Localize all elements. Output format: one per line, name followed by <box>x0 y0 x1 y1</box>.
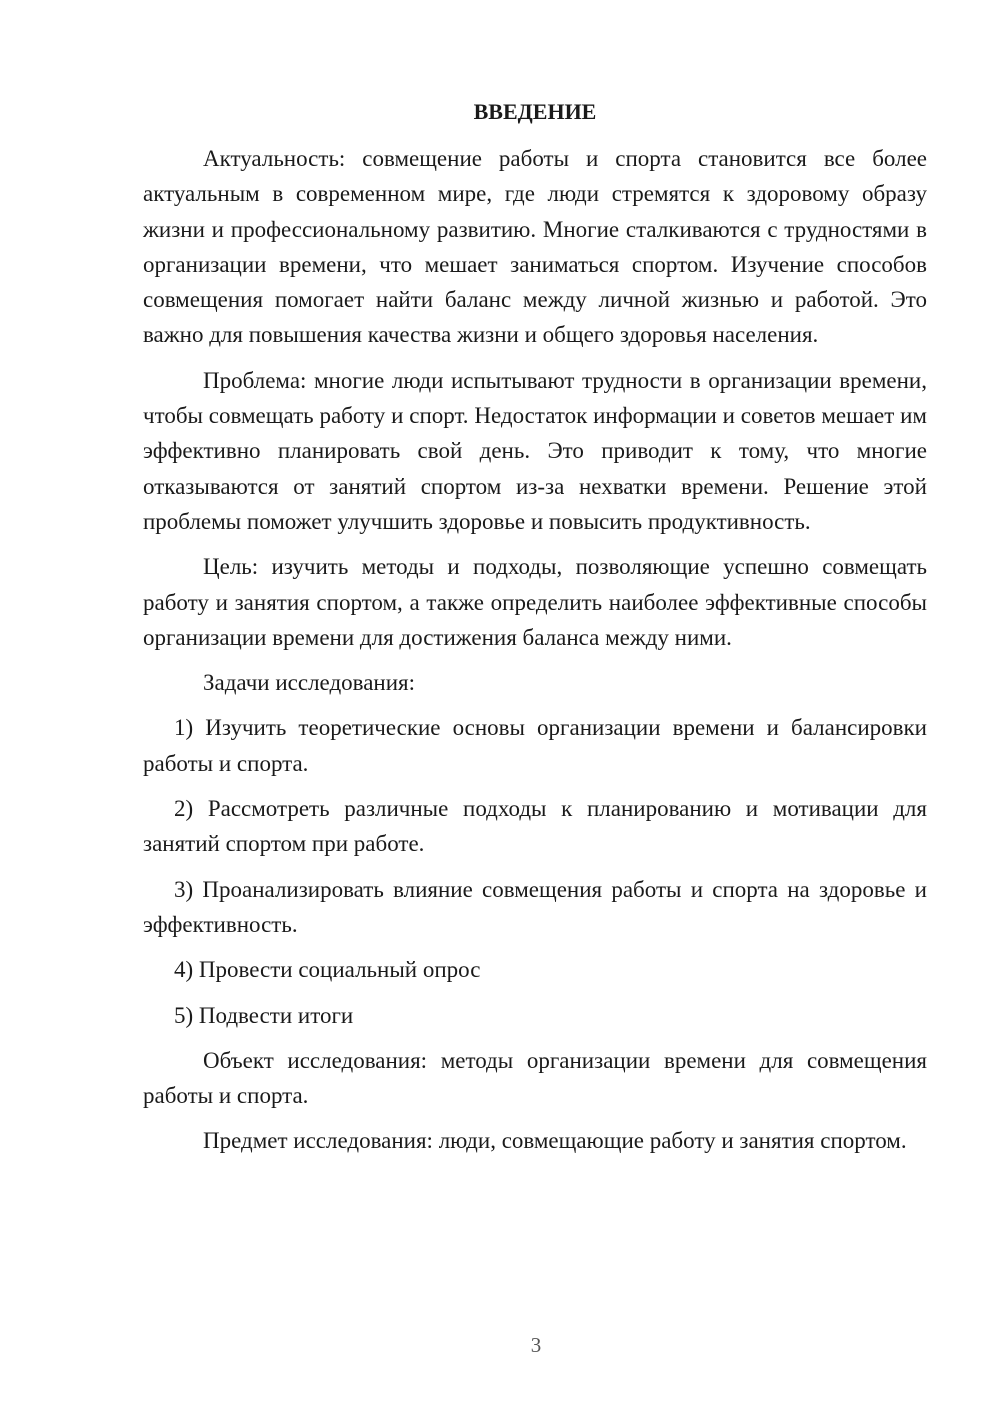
task-item-2: 2) Рассмотреть различные подходы к планированию и мотивации для занятий спортом при работе. <box>143 796 927 857</box>
section-heading: ВВЕДЕНИЕ <box>473 99 597 124</box>
goal-paragraph: Цель: изучить методы и подходы, позволяющие успешно совмещать работу и занятия спортом, а также определить наиболее эффективные способы организации времени для достижения баланса между ними. <box>143 554 927 650</box>
task-item-5: 5) Подвести итоги <box>174 1002 354 1028</box>
task-item-1: 1) Изучить теоретические основы организации времени и балансировки работы и спорта. <box>143 715 927 776</box>
subject-paragraph: Предмет исследования: люди, совмещающие работу и занятия спортом. <box>203 1128 907 1154</box>
tasks-intro: Задачи исследования: <box>203 670 416 696</box>
page-content <box>143 95 927 1169</box>
task-item-4: 4) Провести социальный опрос <box>174 957 481 983</box>
problem-paragraph: Проблема: многие люди испытывают трудности в организации времени, чтобы совмещать работу и спорт. Недостаток информации и советов мешает им эффективно планировать свой день. Это приводит к тому, что многие отказываются от занятий спортом из-за нехватки времени. Решение этой проблемы поможет улучшить здоровье и повысить продуктивность. <box>143 367 927 534</box>
page-number-footer <box>72 1333 1000 1358</box>
task-item-3: 3) Проанализировать влияние совмещения работы и спорта на здоровье и эффективность. <box>143 876 927 937</box>
object-paragraph: Объект исследования: методы организации времени для совмещения работы и спорта. <box>143 1047 927 1109</box>
relevance-paragraph: Актуальность: совмещение работы и спорта становится все более актуальным в современном мире, где люди стремятся к здоровому образу жизни и профессиональному развитию. Многие сталкиваются с трудностями в организации времени, что мешает заниматься спортом. Изучение способов совмещения помогает найти баланс между личной жизнью и работой. Это важно для повышения качества жизни и общего здоровья населения. <box>143 146 927 348</box>
page-number: 3 <box>530 1333 542 1357</box>
